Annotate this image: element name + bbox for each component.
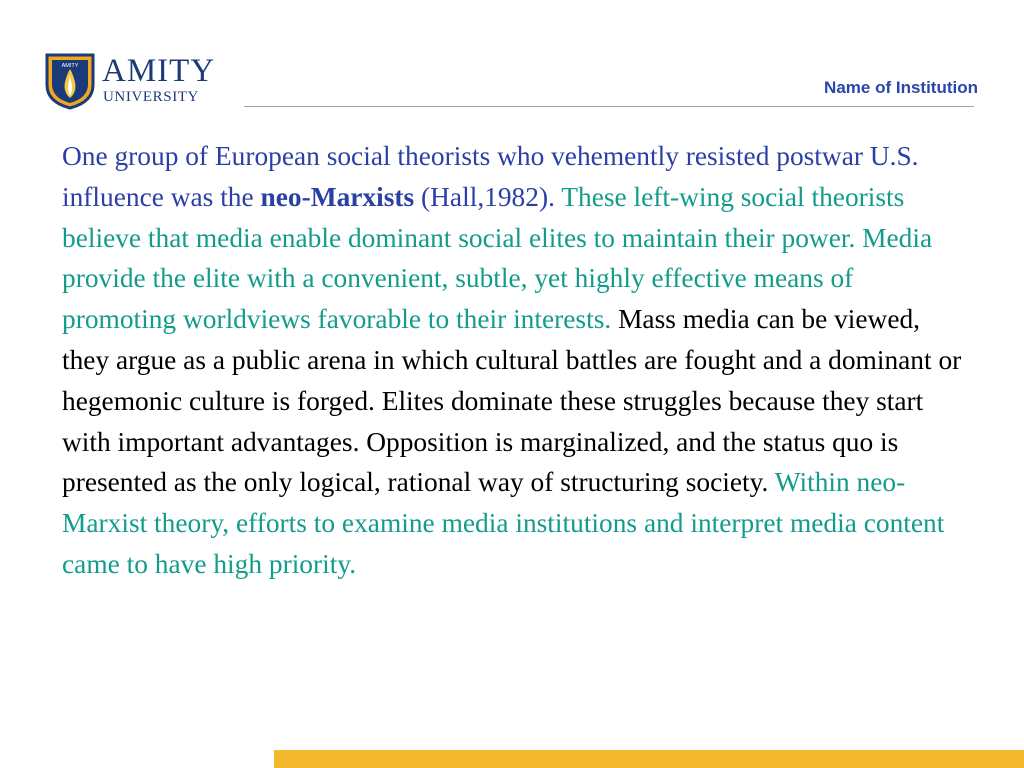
amity-logo <box>44 52 234 112</box>
text-segment-conclusion: Within neo-Marxist theory, efforts to examine media institutions and interpret media content came to have high priority. <box>62 467 945 579</box>
logo-subtitle: UNIVERSITY <box>103 89 199 105</box>
text-segment-citation: (Hall,1982). <box>414 181 562 212</box>
svg-text:AMITY: AMITY <box>61 63 79 69</box>
text-segment-public-arena: Mass media can be viewed, they argue as a public arena in which cultural battles are fought and a dominant or hegemonic culture is forged. Elites dominate these struggles because they start with important advantages. Opposition is marginalized, and the status quo is presented as the only logical, rational way of structuring society. <box>62 304 962 498</box>
text-segment-elite-theory: These left-wing social theorists believe that media enable dominant social elites to maintain their power. Media provide the elite with a convenient, subtle, yet highly effective means of promoting worldviews favorable to their interests. <box>62 181 933 335</box>
university-shield-icon <box>44 52 96 110</box>
institution-name: Name of Institution <box>824 78 978 97</box>
logo-wordmark: AMITY <box>102 53 216 89</box>
footer-accent-bar <box>274 750 1024 768</box>
text-segment-intro: One group of European social theorists who vehemently resisted postwar U.S. influence was the <box>62 141 919 212</box>
text-segment-neo-marxists: neo-Marxists <box>260 181 415 212</box>
header-divider <box>244 106 974 107</box>
slide-body-paragraph <box>62 136 972 585</box>
